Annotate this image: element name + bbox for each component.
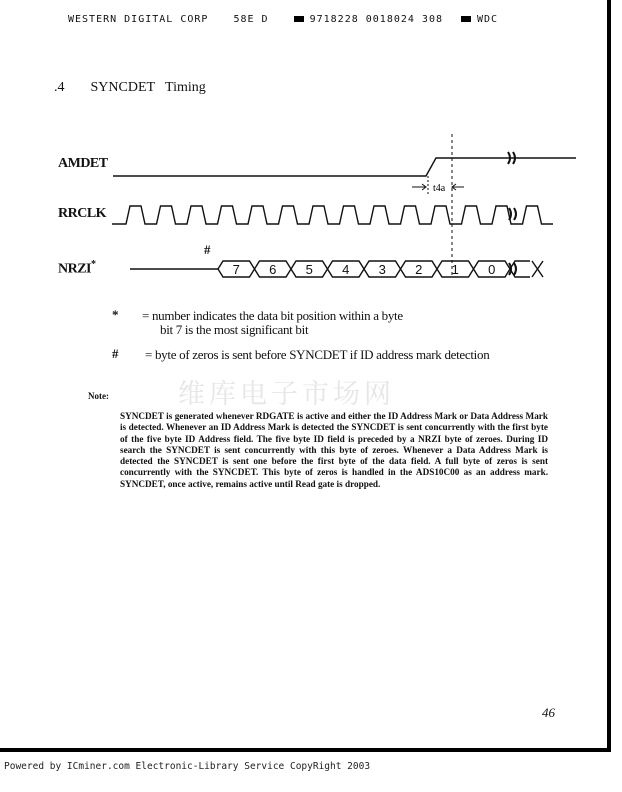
t4a-label: t4a [433, 183, 446, 194]
barcode-text: 9718228 0018024 308 [309, 14, 443, 25]
footer-copyright: Powered by ICminer.com Electronic-Library Service CopyRight 2003 [4, 761, 371, 772]
legend-star [112, 307, 472, 337]
nrzi-bit-label: 0 [488, 262, 496, 277]
legend-hash-line: = byte of zeros is sent before SYNCDET if ID address mark detection [145, 347, 490, 362]
company-name: WESTERN DIGITAL CORP [68, 14, 209, 25]
section-title: SYNCDET Timing [90, 80, 206, 95]
nrzi-bit-label: 3 [378, 262, 386, 277]
nrzi-bit-label: 2 [415, 262, 423, 277]
section-number: .4 [54, 80, 65, 95]
nrzi-bit-label: 6 [269, 262, 277, 277]
legend-star-line2: bit 7 is the most significant bit [160, 322, 309, 337]
amdet-label: AMDET [58, 156, 108, 171]
nrzi-star: * [91, 259, 96, 270]
rrclk-waveform [112, 206, 553, 224]
brand-name: WDC [476, 14, 499, 25]
legend-hash [112, 346, 562, 362]
nrzi-bit-label: 4 [342, 262, 350, 277]
note-paragraph: SYNCDET is generated whenever RDGATE is active and either the ID Address Mark or Data Address Mark is detected. Whenever an ID Address Mark is detected the SYNCDET is sent concurrently with the first byte of the five byte ID Address field. The five byte ID field is preceded by a NRZI byte of zeroes. During ID search the SYNCDET is sent concurrently with this byte of zeroes. Whenever a Data Address Mark is detected the SYNCDET is sent one before the first byte of the data field. A full byte of zeros is sent concurrently with the SYNCDET. This byte of zeros is handled in the ADS10C00 as an address mark. SYNCDET, once active, remains active until Read gate is dropped. [120, 411, 548, 489]
nrzi-bit-label: 5 [305, 262, 313, 277]
nrzi-bit-cells [218, 261, 543, 277]
note-label: Note: [88, 391, 109, 401]
nrzi-bit-label: 7 [232, 262, 240, 277]
nrzi-bit-label: 1 [451, 262, 459, 277]
header-code: 58E D [233, 14, 269, 25]
timing-diagram [0, 0, 611, 300]
rrclk-label: RRCLK [58, 206, 107, 221]
amdet-waveform [113, 158, 576, 176]
legend-star-line1: = number indicates the data bit position within a byte [142, 308, 403, 323]
page-number: 46 [542, 705, 555, 720]
hash-marker: # [204, 242, 210, 257]
watermark: 维库电子市场网 [178, 379, 395, 410]
rrclk-break-icon [509, 208, 516, 220]
legend-star-mark: * [112, 307, 119, 322]
nrzi-label-text: NRZI [58, 261, 92, 277]
legend-hash-mark: # [112, 346, 119, 361]
